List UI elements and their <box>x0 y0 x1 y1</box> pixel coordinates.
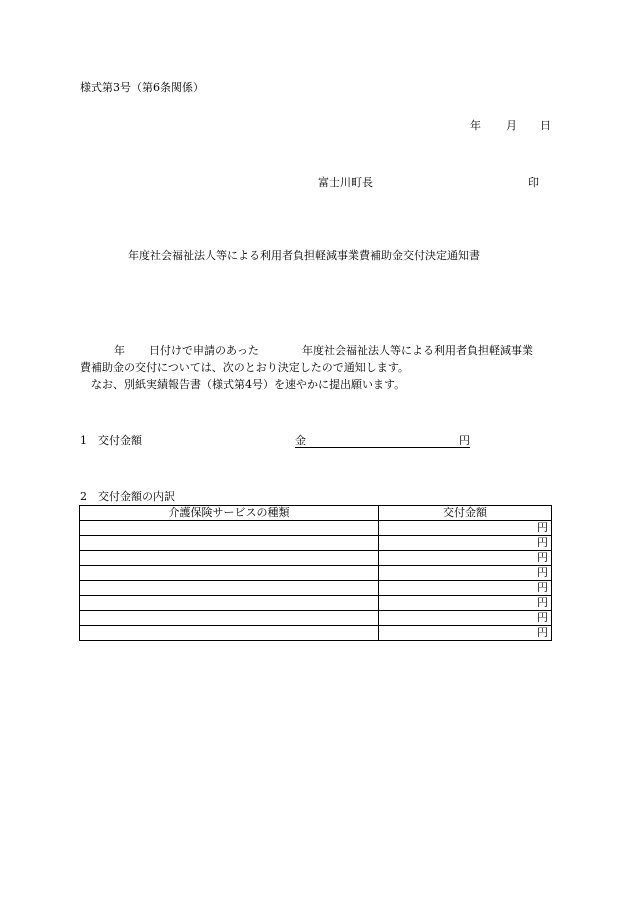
grant-amount-section <box>0 434 630 450</box>
service-cell <box>80 566 379 581</box>
section-1-label: 交付金額 <box>98 434 142 447</box>
body-line-1 <box>80 342 560 359</box>
body-year-label: 年 <box>114 344 125 357</box>
breakdown-table <box>79 505 552 641</box>
table-row <box>80 611 552 626</box>
section-1-number: 1 <box>80 434 87 447</box>
amount-cell: 円 <box>379 611 552 626</box>
service-cell <box>80 521 379 536</box>
section-2-heading: 2 交付金額の内訳 <box>80 490 175 503</box>
table-row <box>80 626 552 641</box>
date-day-label: 日 <box>540 119 551 132</box>
table-row <box>80 566 552 581</box>
service-cell <box>80 551 379 566</box>
form-number: 様式第3号（第6条関係） <box>80 81 204 94</box>
body-line-3 <box>80 376 560 393</box>
amount-underline <box>295 447 470 448</box>
service-cell <box>80 611 379 626</box>
seal-mark: 印 <box>528 176 539 189</box>
service-cell <box>80 626 379 641</box>
table-row <box>80 536 552 551</box>
amount-prefix: 金 <box>295 434 306 447</box>
table-header-row <box>80 506 552 521</box>
amount-cell: 円 <box>379 551 552 566</box>
table-row <box>80 551 552 566</box>
issuer-name: 富士川町長 <box>318 176 373 189</box>
header-grant-amount: 交付金額 <box>379 506 552 521</box>
amount-cell: 円 <box>379 626 552 641</box>
table-row <box>80 521 552 536</box>
document-title: 年度社会福祉法人等による利用者負担軽減事業費補助金交付決定通知書 <box>128 249 480 262</box>
amount-cell: 円 <box>379 536 552 551</box>
service-cell <box>80 536 379 551</box>
amount-unit: 円 <box>459 434 470 447</box>
amount-cell: 円 <box>379 521 552 536</box>
body-line-2 <box>80 359 560 376</box>
amount-cell: 円 <box>379 596 552 611</box>
amount-cell: 円 <box>379 566 552 581</box>
body-report-request-text: なお、別紙実績報告書（様式第4号）を速やかに提出願います。 <box>91 378 406 391</box>
table-row <box>80 596 552 611</box>
body-program-text: 年度社会福祉法人等による利用者負担軽減事業 <box>302 344 533 357</box>
issuer-line <box>0 176 630 190</box>
amount-cell: 円 <box>379 581 552 596</box>
date-line <box>0 119 630 133</box>
service-cell <box>80 581 379 596</box>
table-row <box>80 581 552 596</box>
header-service-type: 介護保険サービスの種類 <box>80 506 379 521</box>
body-date-text: 日付けで申請のあった <box>149 344 259 357</box>
notice-body <box>80 342 560 393</box>
service-cell <box>80 596 379 611</box>
date-month-label: 月 <box>506 119 517 132</box>
body-decision-text: 費補助金の交付については、次のとおり決定したので通知します。 <box>80 361 409 374</box>
date-year-label: 年 <box>470 119 481 132</box>
